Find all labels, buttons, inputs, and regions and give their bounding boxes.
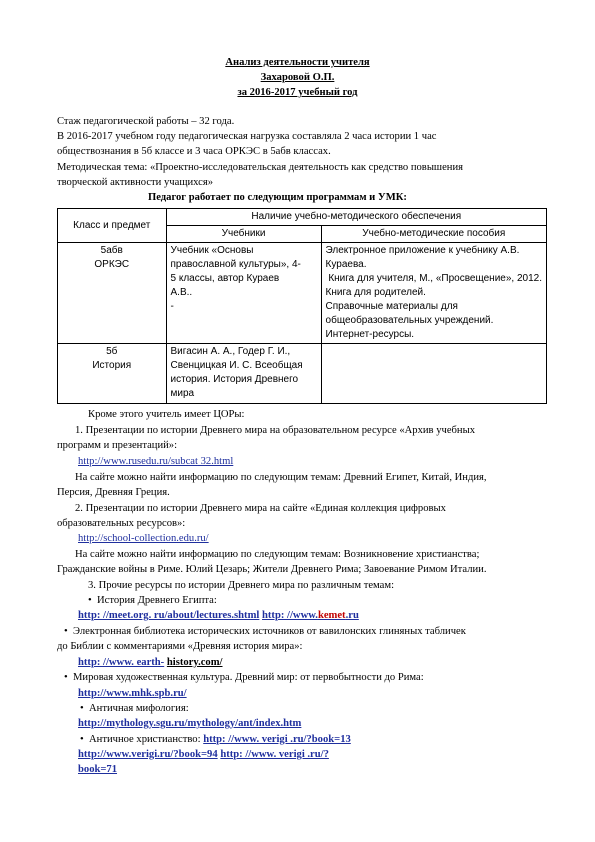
link-rusedu[interactable]: http://www.rusedu.ru/subcat 32.html [78,456,234,467]
link-verigi-13[interactable]: http: //www. verigi .ru/?book=13 [203,734,351,745]
col-aids: Учебно-методические пособия [321,226,546,243]
row1-aid-line: общеобразовательных учреждений. [325,315,494,326]
row1-book-line: 5 классы, автор Кураев [170,273,280,284]
row1-class: 5абв [100,245,123,256]
bullet-4-text: Античная мифология: [89,703,189,714]
bullet-2-line2: до Библии с комментариями «Древняя история мира»: [57,641,303,652]
umk-table [57,208,547,404]
table-row [58,243,547,344]
item1-line1: 1. Презентации по истории Древнего мира на образовательном ресурсе «Архив учебных [75,425,475,436]
programs-heading: Педагог работает по следующим программам и УМК: [148,192,407,203]
link-verigi-71b[interactable]: book=71 [78,764,118,775]
link-kemet[interactable]: http: //www.kemet.ru [262,610,359,621]
link-verigi-94[interactable]: http://www.verigi.ru/?book=94 [78,749,218,760]
intro-line-2: В 2016-2017 учебном году педагогическая нагрузка составляла 2 часа истории 1 час [57,131,437,142]
links-egypt [78,610,359,621]
row1-aid-line: Кураева. [325,259,367,270]
bullet-3 [64,672,424,683]
link-meet[interactable]: http: //meet.org. ru/about/lectures.shtml [78,610,260,621]
bullet-icon: • [80,734,84,745]
row2-aids-empty [321,344,546,404]
doc-year: за 2016-2017 учебный год [237,87,358,98]
bullet-icon: • [88,595,92,606]
bullet-1 [88,595,217,606]
row2-book-line: история. История Древнего [170,374,299,385]
row2-book-line: Вигасин А. А., Годер Г. И., [170,346,291,357]
bullet-2 [64,626,466,637]
item2-line4: Гражданские войны в Риме. Юлий Цезарь; Жители Древнего Рима; Завоевание Римом Италии. [57,564,487,575]
bullet-icon: • [64,626,68,637]
row2-class: 5б [106,346,118,357]
row2-book-line: мира [170,388,195,399]
row2-subject: История [92,360,132,371]
bullet-4 [80,703,189,714]
row1-book-line: А.В.. [170,287,193,298]
bullet-3-text: Мировая художественная культура. Древний мир: от первобытности до Рима: [73,672,424,683]
item2-line2: образовательных ресурсов»: [57,518,186,529]
link-school-collection[interactable]: http://school-collection.edu.ru/ [78,533,209,544]
link-verigi-71a[interactable]: http: //www. verigi .ru/? [220,749,329,760]
bullet-5-text: Античное христианство: [89,734,201,745]
col-textbooks: Учебники [166,226,321,243]
item2-line3: На сайте можно найти информацию по следующим темам: Возникновение христианства; [75,549,480,560]
link-mythology[interactable]: http://mythology.sgu.ru/mythology/ant/index.htm [78,718,302,729]
intro-line-5: творческой активности учащихся» [57,177,214,188]
doc-title: Анализ деятельности учителя [225,57,370,68]
row1-book-line: православной культуры», 4- [170,259,301,270]
cor-intro: Кроме этого учитель имеет ЦОРы: [88,409,245,420]
bullet-icon: • [80,703,84,714]
row1-aid-line: Книга для родителей. [325,287,426,298]
item1-line3: На сайте можно найти информацию по следующим темам: Древний Египет, Китай, Индия, [75,472,487,483]
link-earth-history[interactable]: http: //www. earth- history.com/ [78,657,223,668]
intro-line-1: Стаж педагогической работы – 32 года. [57,116,235,127]
row1-book-line: - [170,301,174,312]
row2-book-line: Свенцицкая И. С. Всеобщая [170,360,303,371]
item1-line2: программ и презентаций»: [57,440,178,451]
intro-line-3: обществознания в 5б классе и 3 часа ОРКЭС в 5абв классах. [57,146,331,157]
col-group-provision: Наличие учебно-методического обеспечения [166,209,546,226]
bullet-1-text: История Древнего Египта: [97,595,217,606]
bullet-2-text: Электронная библиотека исторических источников от вавилонских глиняных табличек [73,626,466,637]
links-verigi [78,749,329,760]
row1-aid-line: Книга для учителя, М., «Просвещение», 2012. [325,273,542,284]
row1-book-line: Учебник «Основы [170,245,254,256]
item3-line1: 3. Прочие ресурсы по истории Древнего мира по различным темам: [88,580,395,591]
table-row [58,344,547,404]
intro-line-4: Методическая тема: «Проектно-исследовательская деятельность как средство повышения [57,162,464,173]
item2-line1: 2. Презентации по истории Древнего мира на сайте «Единая коллекция цифровых [75,503,446,514]
bullet-5 [80,734,351,745]
link-mhk[interactable]: http://www.mhk.spb.ru/ [78,688,187,699]
row1-aid-line: Интернет-ресурсы. [325,329,415,340]
row1-aid-line: Электронное приложение к учебнику А.В. [325,245,520,256]
teacher-name: Захаровой О.П. [260,72,335,83]
item1-line4: Персия, Древняя Греция. [57,487,170,498]
bullet-icon: • [64,672,68,683]
row1-aid-line: Справочные материалы для [325,301,458,312]
row1-subject: ОРКЭС [94,259,130,270]
col-class-subject: Класс и предмет [58,209,167,243]
